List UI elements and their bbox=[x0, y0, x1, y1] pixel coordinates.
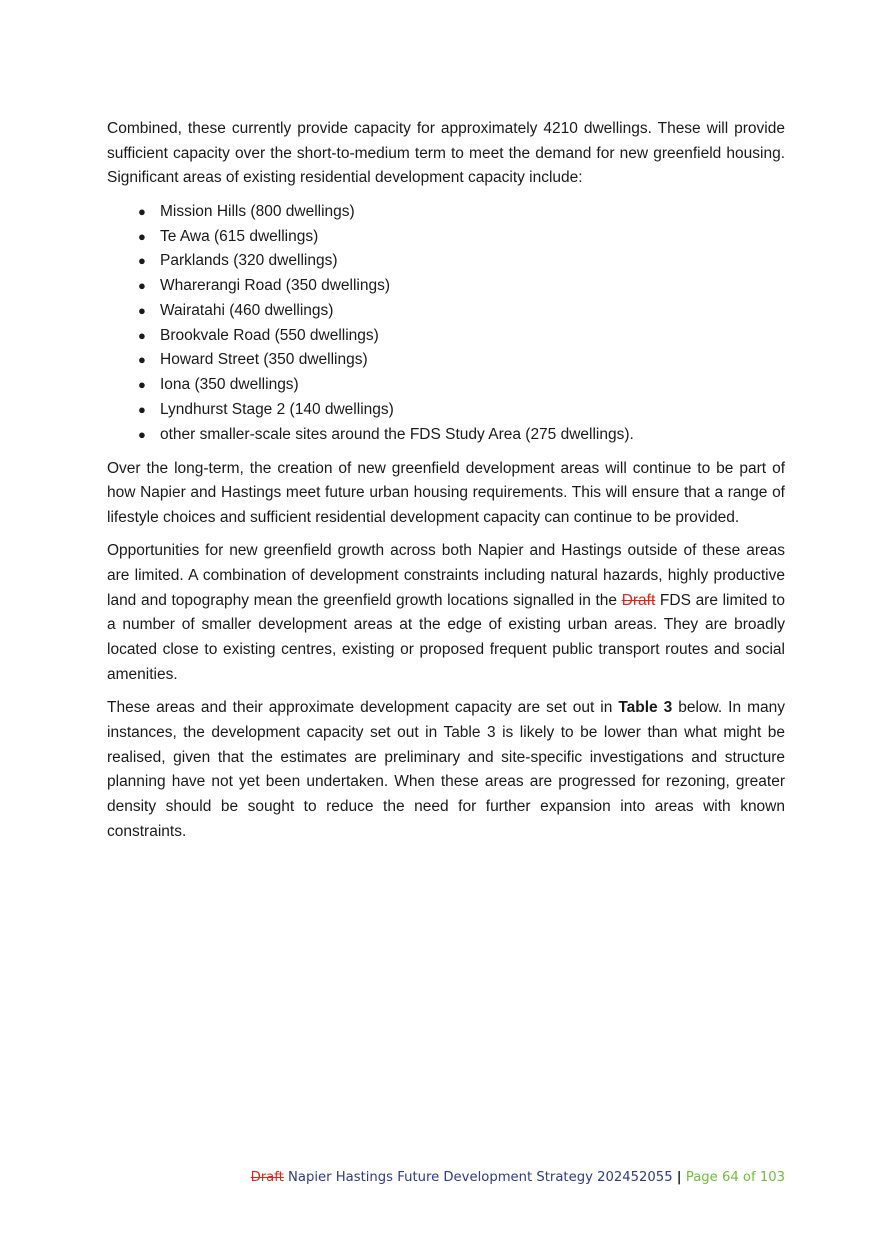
list-item-text: Wharerangi Road (350 dwellings) bbox=[160, 277, 391, 295]
list-item bbox=[107, 324, 785, 349]
footer-document-title: Napier Hastings Future Development Strategy 202452055 bbox=[288, 1170, 673, 1185]
page-footer bbox=[251, 1170, 785, 1185]
struck-draft-text: Draft bbox=[621, 591, 656, 609]
list-item bbox=[107, 200, 785, 225]
list-item bbox=[107, 299, 785, 324]
list-item bbox=[107, 274, 785, 299]
list-item bbox=[107, 423, 785, 448]
list-item-text: Te Awa (615 dwellings) bbox=[160, 227, 319, 245]
list-item bbox=[107, 249, 785, 274]
list-item-text: Mission Hills (800 dwellings) bbox=[160, 202, 355, 220]
footer-separator: | bbox=[676, 1170, 682, 1185]
list-item-text: Howard Street (350 dwellings) bbox=[160, 351, 368, 369]
bullet-icon: ● bbox=[138, 426, 146, 442]
capacity-list bbox=[107, 200, 785, 448]
bullet-icon: ● bbox=[138, 402, 146, 418]
list-item bbox=[107, 398, 785, 423]
bullet-icon: ● bbox=[138, 352, 146, 368]
bullet-icon: ● bbox=[138, 203, 146, 219]
paragraph-opportunities bbox=[107, 539, 785, 687]
body-text bbox=[107, 117, 785, 853]
list-item-text: other smaller-scale sites around the FDS Study Area (275 dwellings). bbox=[160, 425, 634, 443]
list-item bbox=[107, 225, 785, 250]
list-item-text: Brookvale Road (550 dwellings) bbox=[160, 326, 379, 344]
list-item-text: Parklands (320 dwellings) bbox=[160, 252, 338, 270]
paragraph-table-reference bbox=[107, 696, 785, 844]
list-item bbox=[107, 348, 785, 373]
bullet-icon: ● bbox=[138, 377, 146, 393]
page-number: Page 64 of 103 bbox=[685, 1170, 785, 1185]
paragraph-text: FDS are limited to a number of smaller development areas at the edge of existing urban areas. They are broadly located close to existing centres, existing or proposed frequent public transport routes and social amenities. bbox=[107, 591, 785, 683]
paragraph-capacity: Combined, these currently provide capacity for approximately 4210 dwellings. These will provide sufficient capacity over the short-to-medium term to meet the demand for new greenfield housing. Significant areas of existing residential development capacity include: bbox=[107, 120, 785, 187]
footer-struck-draft: Draft bbox=[250, 1170, 284, 1185]
bullet-icon: ● bbox=[138, 228, 146, 244]
paragraph-text: These areas and their approximate development capacity are set out in bbox=[107, 699, 619, 717]
table-reference: Table 3 bbox=[618, 699, 673, 717]
bullet-icon: ● bbox=[138, 302, 146, 318]
list-item-text: Wairatahi (460 dwellings) bbox=[160, 301, 334, 319]
paragraph-long-term: Over the long-term, the creation of new greenfield development areas will continue to be part of how Napier and Hastings meet future urban housing requirements. This will ensure that a range of lifestyle choices and sufficient residential development capacity can continue to be provided. bbox=[107, 459, 785, 527]
paragraph-text: Opportunities for new greenfield growth across both Napier and Hastings outside of these areas are limited. A combination of development constraints including natural hazards, highly productive land and topography mean the greenfield growth locations signalled in the bbox=[107, 542, 785, 609]
paragraph-text: below. In many instances, the development capacity set out in Table 3 is likely to be lower than what might be realised, given that the estimates are preliminary and site-specific investigations and structure planning have not yet been undertaken. When these areas are progressed for rezoning, greater density should be sought to reduce the need for further expansion into areas with known constraints. bbox=[107, 699, 786, 840]
list-item-text: Lyndhurst Stage 2 (140 dwellings) bbox=[160, 401, 394, 419]
list-item-text: Iona (350 dwellings) bbox=[160, 376, 299, 394]
bullet-icon: ● bbox=[138, 327, 146, 343]
list-item bbox=[107, 373, 785, 398]
bullet-icon: ● bbox=[138, 278, 146, 294]
bullet-icon: ● bbox=[138, 253, 146, 269]
